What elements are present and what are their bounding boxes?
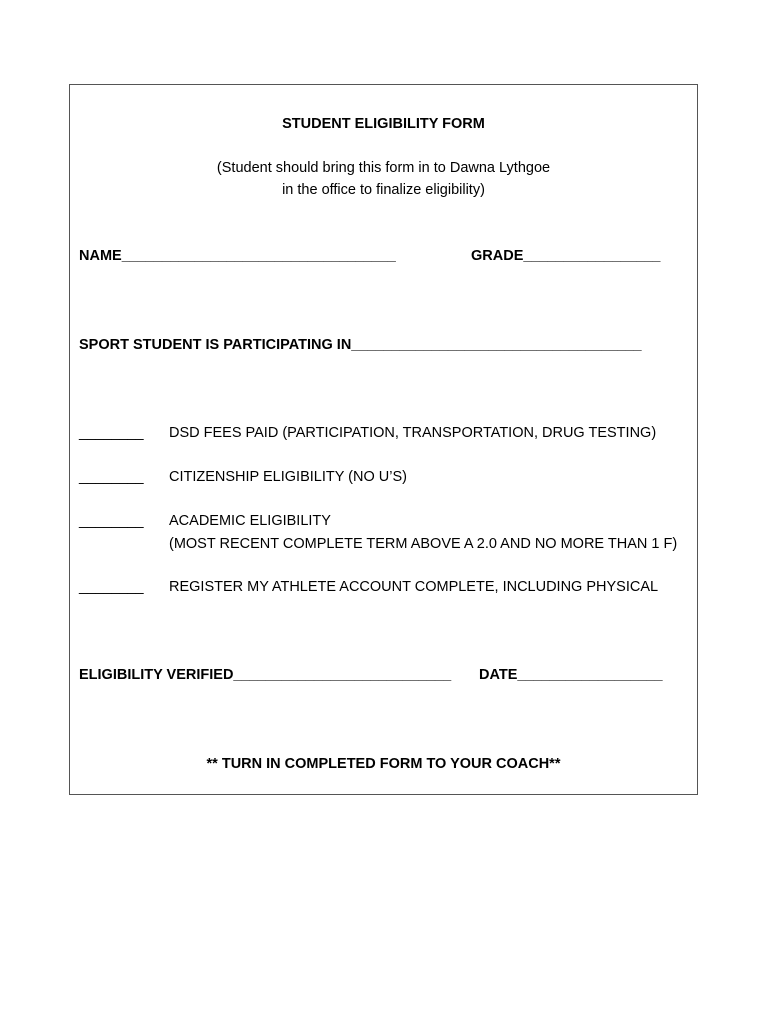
checkbox-blank-register[interactable]: ________	[79, 579, 144, 595]
instruction-line-1: (Student should bring this form in to Dawna Lythgoe	[216, 160, 551, 176]
checkbox-blank-academic[interactable]: ________	[79, 513, 144, 529]
eligibility-verified-field[interactable]: ELIGIBILITY VERIFIED___________________________	[79, 667, 452, 683]
date-field[interactable]: DATE__________________	[479, 667, 663, 683]
form-title: STUDENT ELIGIBILITY FORM	[282, 116, 485, 132]
grade-field[interactable]: GRADE_________________	[471, 248, 661, 264]
name-field[interactable]: NAME__________________________________	[79, 248, 396, 264]
checkbox-blank-citizenship[interactable]: ________	[79, 469, 144, 485]
checklist-item-academic: ACADEMIC ELIGIBILITY	[169, 513, 331, 529]
footer-note: ** TURN IN COMPLETED FORM TO YOUR COACH**	[206, 756, 561, 772]
checklist-item-fees: DSD FEES PAID (PARTICIPATION, TRANSPORTATION, DRUG TESTING)	[169, 425, 657, 441]
sport-field[interactable]: SPORT STUDENT IS PARTICIPATING IN____________________________________	[79, 337, 642, 353]
instruction-line-2: in the office to finalize eligibility)	[282, 182, 485, 198]
checklist-item-citizenship: CITIZENSHIP ELIGIBILITY (NO U’S)	[169, 469, 407, 485]
checklist-item-academic-detail: (MOST RECENT COMPLETE TERM ABOVE A 2.0 AND NO MORE THAN 1 F)	[169, 536, 678, 552]
checklist-item-register: REGISTER MY ATHLETE ACCOUNT COMPLETE, INCLUDING PHYSICAL	[169, 579, 659, 595]
checkbox-blank-fees[interactable]: ________	[79, 425, 144, 441]
eligibility-form	[69, 84, 698, 795]
